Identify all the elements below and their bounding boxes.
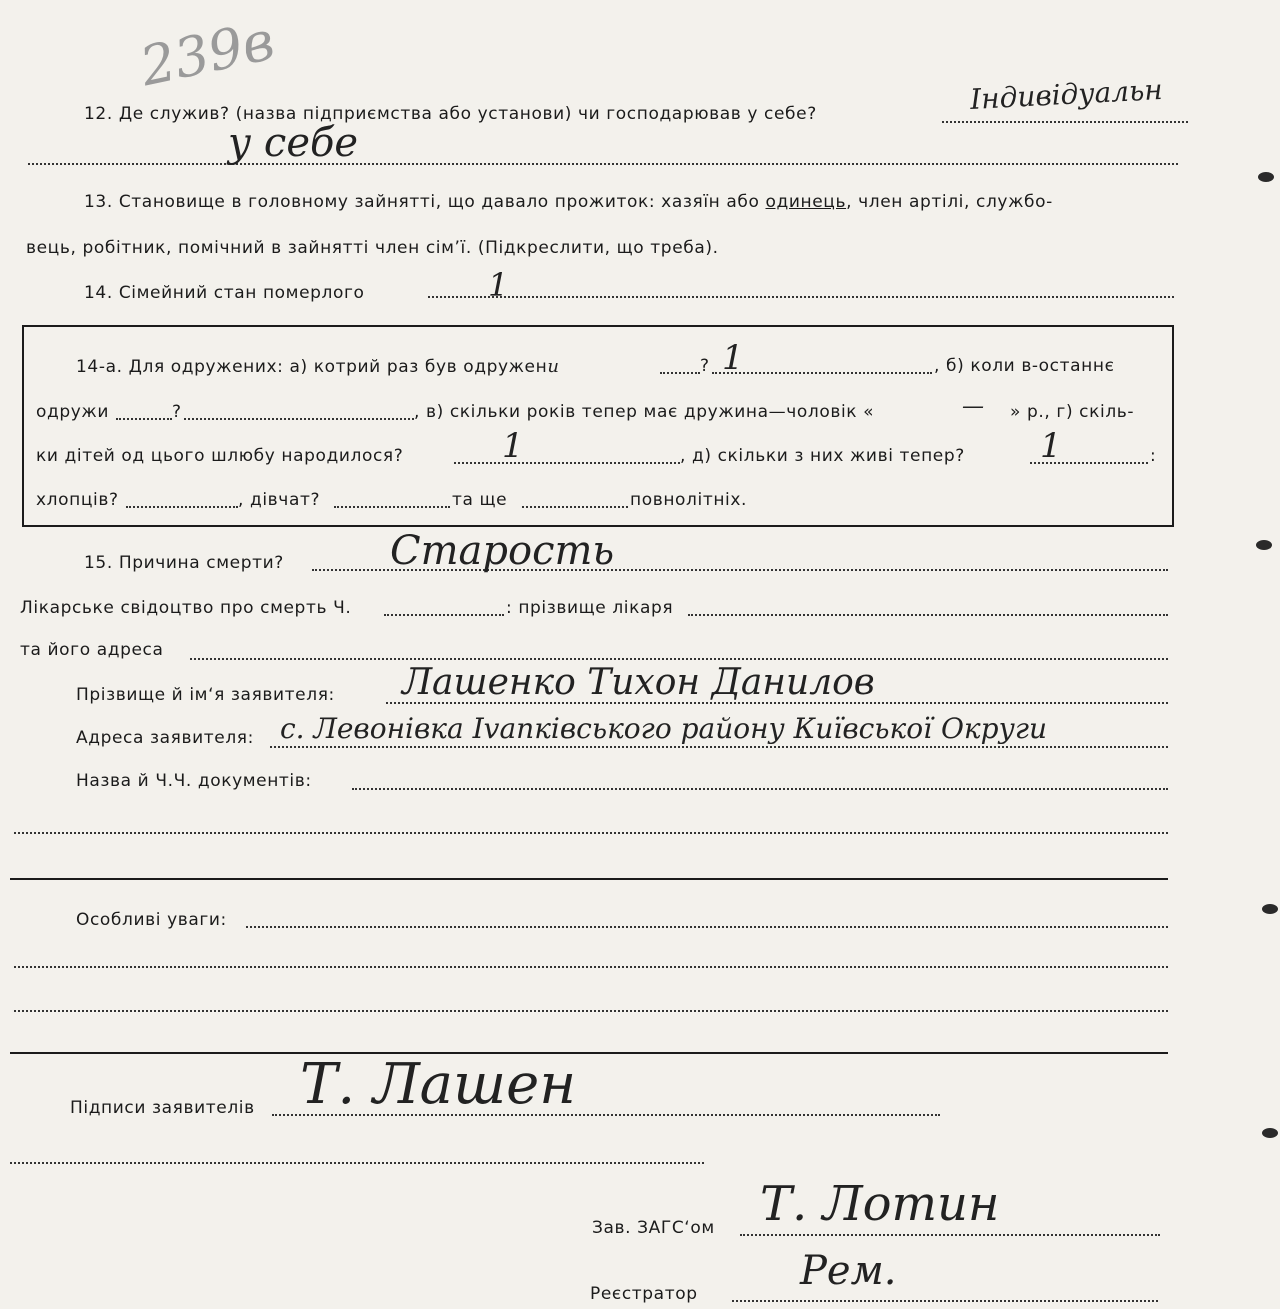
q14a-l4-c: та ще <box>452 490 508 510</box>
archive-number: 239в <box>134 8 280 99</box>
q14a-l2-c: » р., г) скіль- <box>1010 402 1135 422</box>
q14a-l4-line-a <box>126 506 238 508</box>
q14a-l3-c: : <box>1150 446 1157 466</box>
applicant-address-label: Адреса заявителя: <box>76 728 254 748</box>
registrar-signature: Рем. <box>800 1248 897 1294</box>
q14a-l4-d: повнолітніх. <box>630 490 748 510</box>
q14a-l1-q: ? <box>700 356 710 376</box>
applicant-signature: Т. Лашен <box>300 1052 577 1117</box>
doctor-name-line <box>688 614 1168 616</box>
section-divider-1 <box>10 878 1168 880</box>
remarks-line-1 <box>246 926 1168 928</box>
documents-label: Назва й Ч.Ч. документів: <box>76 771 312 791</box>
q14a-l1-suffix: и <box>547 356 560 377</box>
q14a-l2-q: ? <box>172 402 182 422</box>
q12-line-1 <box>942 121 1188 123</box>
zags-head-line <box>740 1234 1160 1236</box>
applicant-name-label: Прізвище й ім‘я заявителя: <box>76 685 335 705</box>
remarks-line-3 <box>14 1010 1168 1012</box>
section-divider-2 <box>10 1052 1168 1054</box>
binding-hole-mark <box>1256 540 1272 550</box>
q14a-l1-line-b <box>712 372 932 374</box>
applicant-address-value: с. Левонівка Ivanківського району Київської Округи <box>280 712 1048 745</box>
remarks-line-2 <box>14 966 1168 968</box>
q13-text-b: , член артілі, службо- <box>846 192 1053 212</box>
signatures-line-2 <box>10 1162 704 1164</box>
q14a-l1-text: 14-а. Для одружених: а) котрий раз був одружен <box>76 357 548 377</box>
binding-hole-mark <box>1262 1128 1278 1138</box>
q14-line <box>428 296 1174 298</box>
applicant-address-line <box>270 746 1168 748</box>
q14a-l2-answer: — <box>962 394 984 419</box>
binding-hole-mark <box>1262 904 1278 914</box>
documents-line-2 <box>14 832 1168 834</box>
remarks-label: Особливі уваги: <box>76 910 227 930</box>
q14a-l2-a: одружи <box>36 402 109 422</box>
q13-underlined-option: одинець <box>765 192 847 212</box>
q14a-l3-line-a <box>454 462 680 464</box>
q14a-l3-b: , д) скільки з них живі тепер? <box>680 446 965 466</box>
zags-head-label: Зав. ЗАГС‘ом <box>592 1218 715 1238</box>
documents-line-1 <box>352 788 1168 790</box>
q14a-l4-b: , дівчат? <box>238 490 321 510</box>
q12-label: 12. Де служив? (назва підприємства або установи) чи господарював у себе? <box>84 104 817 124</box>
certificate-line <box>384 614 504 616</box>
binding-hole-mark <box>1258 172 1274 182</box>
q13-line-1 <box>84 192 1053 212</box>
q14a-l2-line-a <box>116 418 172 420</box>
q12-answer-2: у себе <box>228 120 359 166</box>
q14-answer: 1 <box>488 266 509 304</box>
q13-text-a: 13. Становище в головному зайнятті, що давало прожиток: хазяїн або <box>84 192 760 212</box>
doctor-address-line <box>190 658 1168 660</box>
certificate-label: Лікарське свідоцтво про смерть Ч. <box>20 598 352 618</box>
q14a-l1-b: , б) коли в-останнє <box>934 356 1115 376</box>
registrar-label: Реєстратор <box>590 1284 698 1304</box>
q13-line-2: вець, робітник, помічний в зайнятті член сім’ї. (Підкреслити, що треба). <box>26 238 719 258</box>
zags-head-signature: Т. Лотин <box>760 1176 1000 1232</box>
q12-line-2 <box>28 163 1178 165</box>
registrar-line <box>732 1300 1158 1302</box>
doctor-name-label: : прізвище лікаря <box>506 598 674 618</box>
doctor-address-label: та його адреса <box>20 640 164 660</box>
q15-label: 15. Причина смерти? <box>84 553 284 573</box>
q14a-l3-answer-2: 1 <box>1040 426 1062 466</box>
q14a-l4-a: хлопців? <box>36 490 119 510</box>
q14a-l2-b: , в) скільки років тепер має дружина—чоловік « <box>414 402 875 422</box>
q14a-l1-answer: 1 <box>722 338 744 378</box>
q14a-l2-line-b <box>184 418 414 420</box>
applicant-name-value: Лашенко Тихон Данилов <box>402 662 875 703</box>
q14a-line-1 <box>76 356 560 377</box>
q14a-l4-line-b <box>334 506 450 508</box>
q14-label: 14. Сімейний стан померлого <box>84 283 365 303</box>
q14a-l4-line-c <box>522 506 628 508</box>
q14a-l3-a: ки дітей од цього шлюбу народилося? <box>36 446 404 466</box>
q14a-l1-line-a <box>660 372 700 374</box>
q12-answer-1: Індивідуальн <box>969 72 1164 117</box>
signatures-label: Підписи заявителів <box>70 1098 255 1118</box>
q15-answer: Старость <box>390 528 615 574</box>
q14a-l3-answer: 1 <box>502 426 524 466</box>
